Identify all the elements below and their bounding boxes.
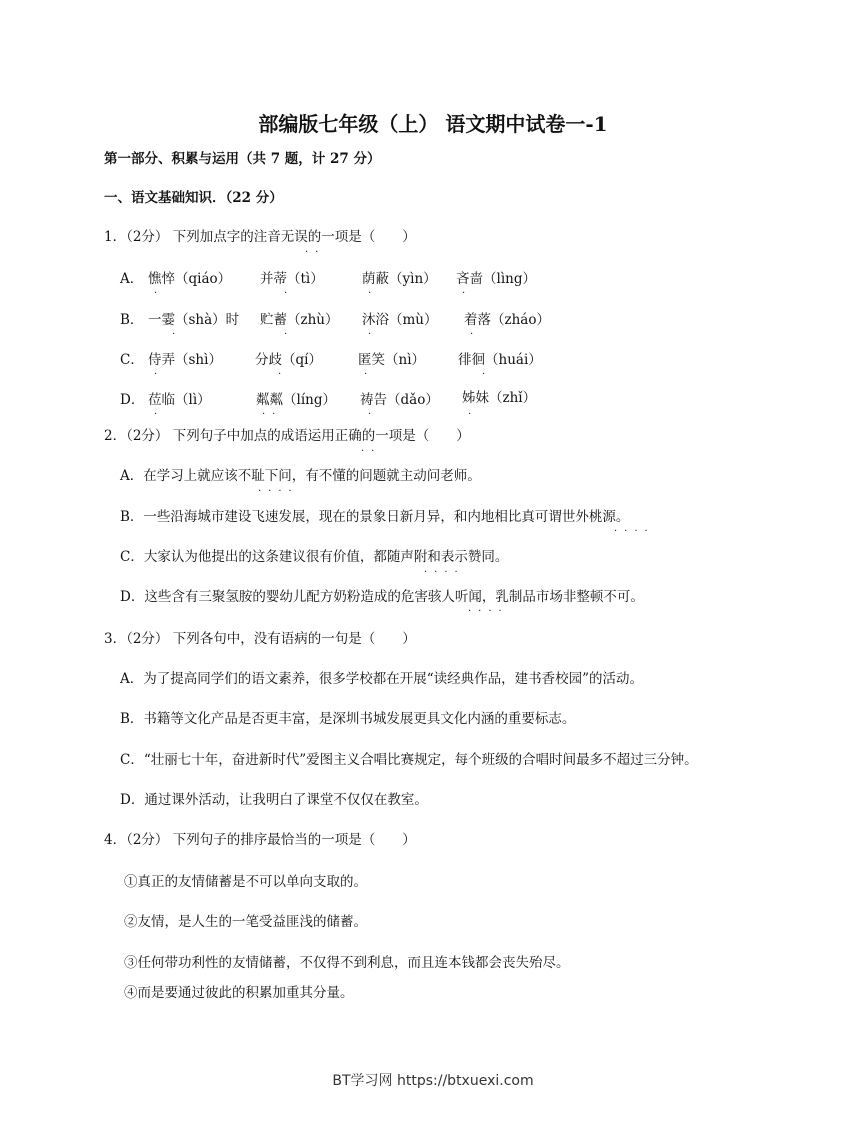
q1-option-b-item: 一霎（shà）时	[148, 312, 240, 328]
q1-option-c-item: 分歧（qí）	[255, 352, 322, 368]
q1-option-c-item: 侍弄（shì）	[148, 352, 222, 368]
emphasis-dots: ·	[364, 369, 375, 380]
emphasis-dots: ··	[361, 446, 382, 457]
q1-option-a-item: 吝啬（lìng）	[456, 271, 536, 287]
q1-option-d-item: 粼粼（líng）	[256, 392, 336, 408]
q1-option-d-label: D．	[120, 392, 145, 408]
q3-option-a: A．为了提高同学们的语文素养，很多学校都在开展“读经典作品，建书香校园”的活动。	[120, 671, 644, 687]
emphasis-dots: ····	[424, 567, 465, 578]
emphasis-dots: ·	[462, 288, 473, 299]
q1-option-c-item: 匿笑（nì）	[358, 352, 426, 368]
emphasis-dots: ··	[305, 247, 326, 258]
q1-option-d-item: 祷告（dǎo）	[360, 392, 439, 408]
q1-option-a-item: 荫蔽（yìn）	[362, 271, 437, 287]
q1-option-a-item: 憔悴（qiáo）	[148, 271, 232, 287]
emphasis-dots: ·	[368, 288, 379, 299]
q3-option-d: D．通过课外活动，让我明白了课堂不仅仅在教室。	[120, 792, 428, 808]
emphasis-dots: ·	[154, 288, 165, 299]
q2-option-c: C．大家认为他提出的这条建议很有价值，都随声附和表示赞同。	[120, 549, 509, 565]
q1-option-a-item: 并蒂（tì）	[260, 271, 324, 287]
page-title: 部编版七年级（上） 语文期中试卷一-1	[258, 112, 608, 136]
emphasis-dots: ····	[258, 486, 299, 497]
q4-stem: 4．（2分） 下列句子的排序最恰当的一项是（ ）	[104, 832, 416, 848]
emphasis-dots: ····	[614, 526, 655, 537]
q4-sentence-3: ③任何带功利性的友情储蓄，不仅得不到利息，而且连本钱都会丧失殆尽。	[124, 955, 570, 971]
emphasis-dots: ·	[468, 409, 479, 420]
q1-stem: 1．（2分） 下列加点字的注音无误的一项是（ ）	[104, 229, 416, 245]
q1-option-b-item: 着落（zháo）	[464, 312, 550, 328]
footer-watermark: BT学习网 https://btxuexi.com	[332, 1073, 534, 1089]
q1-option-c-label: C．	[120, 352, 144, 368]
emphasis-dots: ·	[154, 409, 165, 420]
emphasis-dots: ·	[368, 329, 379, 340]
q1-option-b-label: B．	[120, 312, 144, 328]
q1-option-a-label: A．	[120, 271, 144, 287]
q1-option-c-item: 徘徊（huái）	[458, 352, 542, 368]
section1-heading: 一、语文基础知识．（22 分）	[104, 190, 283, 206]
emphasis-dots: ·	[154, 369, 165, 380]
emphasis-dots: ·	[470, 329, 481, 340]
emphasis-dots: ·	[284, 288, 295, 299]
q3-stem: 3．（2分） 下列各句中，没有语病的一句是（ ）	[104, 631, 416, 647]
emphasis-dots: ····	[468, 606, 509, 617]
emphasis-dots: ·	[284, 329, 295, 340]
q1-option-d-item: 莅临（lì）	[148, 392, 211, 408]
q1-option-b-item: 贮蓄（zhù）	[260, 312, 339, 328]
emphasis-dots: ·	[482, 369, 493, 380]
q3-option-c: C．“壮丽七十年，奋进新时代”爱图主义合唱比赛规定，每个班级的合唱时间最多不超过三分钟。	[120, 752, 698, 768]
q3-option-b: B．书籍等文化产品是否更丰富，是深圳书城发展更具文化内涵的重要标志。	[120, 711, 576, 727]
q2-option-a: A．在学习上就应该不耻下问，有不懂的问题就主动问老师。	[120, 468, 481, 484]
q2-stem: 2．（2分） 下列句子中加点的成语运用正确的一项是（ ）	[104, 428, 470, 444]
emphasis-dots: ·	[278, 369, 289, 380]
q2-option-d: D．这些含有三聚氢胺的婴幼儿配方奶粉造成的危害骇人听闻，乳制品市场非整顿不可。	[120, 589, 644, 605]
q4-sentence-1: ①真正的友情储蓄是不可以单向支取的。	[124, 874, 367, 890]
emphasis-dots: ·	[368, 409, 379, 420]
q1-option-b-item: 沐浴（mù）	[362, 312, 438, 328]
q4-sentence-4: ④而是要通过彼此的积累加重其分量。	[124, 985, 354, 1001]
q2-option-b: B．一些沿海城市建设飞速发展，现在的景象日新月异，和内地相比真可谓世外桃源。	[120, 509, 630, 525]
q4-sentence-2: ②友情，是人生的一笔受益匪浅的储蓄。	[124, 914, 367, 930]
part1-heading: 第一部分、积累与运用（共 7 题，计 27 分）	[104, 151, 381, 167]
emphasis-dots: ·	[172, 329, 183, 340]
emphasis-dots: ··	[262, 409, 283, 420]
q1-option-d-item: 姊妹（zhǐ）	[462, 390, 537, 406]
